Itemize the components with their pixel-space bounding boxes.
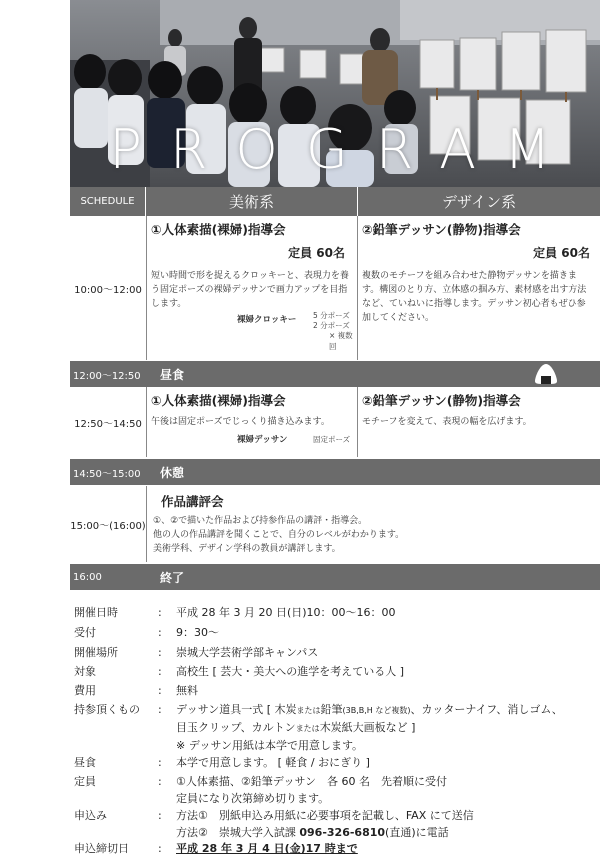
- items-line3: ※ デッサン用紙は本学で用意します。: [176, 739, 364, 752]
- info-items: [74, 701, 594, 754]
- items-line2: 目玉クリップ、カルトンまたは木炭紙大画板など ]: [176, 721, 416, 734]
- fixed-pose-note: 固定ポーズ: [313, 435, 351, 444]
- info-colon: :: [158, 842, 162, 855]
- onigiri-icon: [534, 363, 558, 385]
- afternoon-design-description: モチーフを変えて、表現の幅を広げます。: [362, 417, 532, 427]
- info-lunch-value: 本学で用意します。 [ 軽食 / おにぎり ]: [176, 756, 370, 769]
- info-deadline: [74, 840, 594, 857]
- info-colon: :: [158, 626, 162, 639]
- schedule-header-label: SCHEDULE: [70, 187, 146, 216]
- afternoon-time: 12:50〜14:50: [74, 418, 142, 430]
- info-reception: [74, 624, 594, 641]
- afternoon-session: [70, 387, 600, 457]
- review-line3: 美術学科、デザイン学科の教員が講評します。: [153, 544, 341, 554]
- review-line1: ①、②で描いた作品および持参作品の講評・指導会。: [153, 516, 368, 526]
- info-target: [74, 663, 594, 680]
- review-title: 作品講評会: [161, 494, 224, 509]
- info-reception-value: 9：30〜: [176, 626, 219, 639]
- info-colon: :: [158, 684, 162, 697]
- design-column-header: デザイン系: [358, 187, 600, 216]
- info-apply-value: [176, 807, 594, 841]
- info-fee-value: 無料: [176, 684, 198, 697]
- morning-art-title: ①人体素描(裸婦)指導会: [151, 222, 286, 237]
- info-date-key: 開催日時: [74, 606, 118, 619]
- morning-design-description: 複数のモチーフを組み合わせた静物デッサンを描きます。構図のとり方、立体感の掴み方、素材感を出す方法など、ていねいに指導します。デッサン初心者もぜひ参加してください。: [362, 271, 587, 323]
- info-target-key: 対象: [74, 665, 96, 678]
- review-cell: [146, 486, 600, 562]
- capacity-line1: ①人体素描、②鉛筆デッサン 各 60 名 先着順に受付: [176, 775, 447, 788]
- end-time: 16:00: [73, 571, 102, 583]
- info-reception-key: 受付: [74, 626, 96, 639]
- morning-design-title: ②鉛筆デッサン(静物)指導会: [362, 222, 521, 237]
- lunch-time: 12:00〜12:50: [73, 370, 141, 382]
- afternoon-art-cell: [146, 387, 358, 457]
- art-column-header: 美術系: [146, 187, 358, 216]
- info-lunch-key: 昼食: [74, 756, 96, 769]
- fixed-pose-label: 裸婦デッサン: [237, 435, 288, 445]
- pose-5min: 5 分ポーズ: [313, 311, 350, 320]
- afternoon-design-title: ②鉛筆デッサン(静物)指導会: [362, 393, 521, 408]
- end-band: [70, 564, 600, 590]
- morning-time: 10:00〜12:00: [74, 284, 142, 296]
- info-deadline-value: 平成 28 年 3 月 4 日(金)17 時まで: [176, 842, 358, 855]
- info-venue-key: 開催場所: [74, 646, 118, 659]
- phone-number: 096-326-6810: [299, 826, 386, 839]
- croquis-label: 裸婦クロッキー: [237, 315, 297, 325]
- apply-line1: 方法① 別紙申込み用紙に必要事項を記載し、FAX にて送信: [176, 809, 474, 822]
- info-colon: :: [158, 756, 162, 769]
- info-target-value: 高校生 [ 芸大・美大への進学を考えている人 ]: [176, 665, 405, 678]
- hero-photo: [70, 0, 600, 187]
- info-apply: [74, 807, 594, 841]
- lunch-band: [70, 361, 600, 387]
- morning-design-cell: [358, 216, 600, 360]
- end-label: 終了: [160, 570, 185, 585]
- info-capacity-key: 定員: [74, 775, 96, 788]
- info-venue-value: 崇城大学芸術学部キャンパス: [176, 646, 319, 659]
- pose-repeat: × 複数回: [329, 331, 353, 351]
- info-capacity: [74, 773, 594, 807]
- info-items-key: 持参頂くもの: [74, 703, 140, 716]
- info-colon: :: [158, 703, 162, 716]
- info-deadline-key: 申込締切日: [74, 842, 129, 855]
- morning-art-cell: [146, 216, 358, 360]
- items-line1: デッサン道具一式 [ 木炭または鉛筆(3B,B,H など複数)、カッターナイフ、消しゴム、: [176, 703, 563, 716]
- schedule-header: [70, 187, 600, 216]
- info-items-value: [176, 701, 594, 754]
- morning-art-capacity: 定員 60名: [288, 246, 345, 260]
- review-time: 15:00〜(16:00): [70, 520, 146, 532]
- info-venue: [74, 644, 594, 661]
- info-colon: :: [158, 809, 162, 822]
- info-lunch: [74, 754, 594, 771]
- break-label: 休憩: [160, 465, 185, 480]
- morning-art-description: 短い時間で形を捉えるクロッキーと、表現力を養う固定ポーズの裸婦デッサンで画力アップを目指します。: [151, 271, 349, 309]
- info-colon: :: [158, 606, 162, 619]
- info-apply-key: 申込み: [74, 809, 107, 822]
- info-date-value: 平成 28 年 3 月 20 日(日)10：00〜16：00: [176, 606, 396, 619]
- info-colon: :: [158, 665, 162, 678]
- afternoon-art-title: ①人体素描(裸婦)指導会: [151, 393, 286, 408]
- pose-2min: 2 分ポーズ: [313, 321, 350, 330]
- info-colon: :: [158, 646, 162, 659]
- lunch-label: 昼食: [160, 367, 185, 382]
- info-colon: :: [158, 775, 162, 788]
- info-fee: [74, 682, 594, 699]
- afternoon-design-cell: [358, 387, 600, 457]
- program-title: PROGRAM: [109, 118, 579, 181]
- review-session: [70, 486, 600, 562]
- info-capacity-value: [176, 773, 594, 807]
- capacity-line2: 定員になり次第締め切ります。: [176, 792, 330, 805]
- info-fee-key: 費用: [74, 684, 96, 697]
- review-line2: 他の人の作品講評を聞くことで、自分のレベルがわかります。: [153, 530, 405, 540]
- info-date: [74, 604, 594, 621]
- afternoon-art-description: 午後は固定ポーズでじっくり描き込みます。: [151, 417, 330, 427]
- morning-design-capacity: 定員 60名: [533, 246, 590, 260]
- break-band: [70, 459, 600, 485]
- apply-line2: 方法② 崇城大学入試課 096-326-6810(直通)に電話: [176, 826, 449, 839]
- morning-session: [70, 216, 600, 360]
- break-time: 14:50〜15:00: [73, 468, 141, 480]
